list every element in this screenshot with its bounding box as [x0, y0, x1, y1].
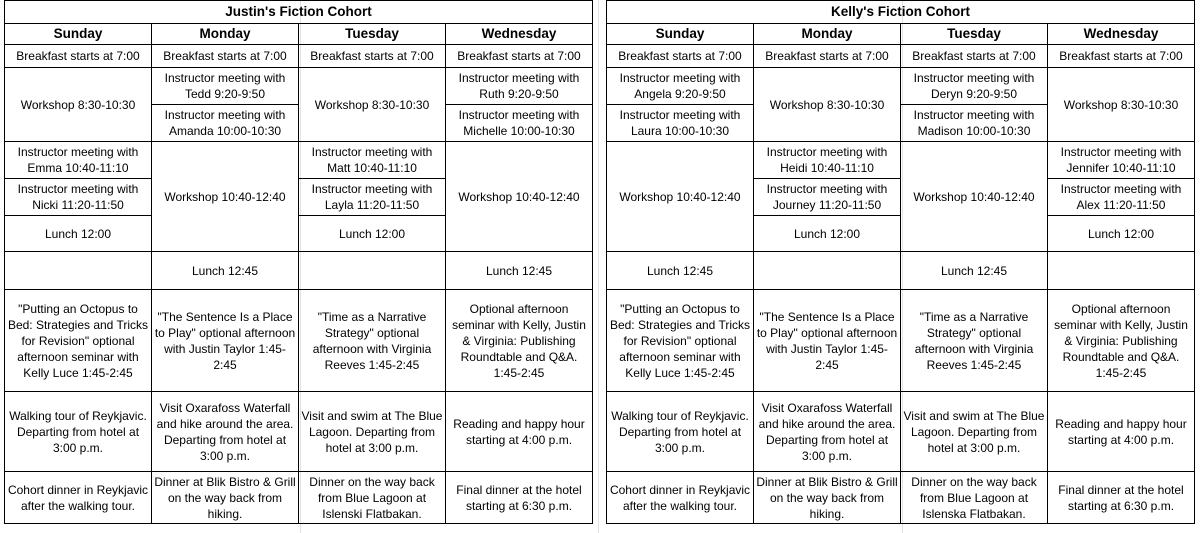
instructor-meeting-cell[interactable]: Instructor meeting with Ruth 9:20-9:50	[446, 68, 593, 105]
activity-cell[interactable]: Reading and happy hour starting at 4:00 p.m.	[446, 392, 593, 472]
activity-cell[interactable]: Reading and happy hour starting at 4:00 p.m.	[1048, 392, 1195, 472]
activity-cell[interactable]: Visit Oxarafoss Waterfall and hike around the area. Departing from hotel at 3:00 p.m.	[754, 392, 901, 472]
instructor-meeting-cell[interactable]: Instructor meeting with Jennifer 10:40-11:10	[1048, 142, 1195, 179]
instructor-meeting-cell[interactable]: Instructor meeting with Madison 10:00-10:30	[901, 105, 1048, 142]
seminar-cell[interactable]: Optional afternoon seminar with Kelly, Justin & Virginia: Publishing Roundtable and Q&A. 1:45-2:45	[1048, 290, 1195, 392]
lunch-cell[interactable]: Lunch 12:00	[1048, 216, 1195, 252]
lunch-cell[interactable]: Lunch 12:00	[5, 216, 152, 252]
lunch-cell[interactable]: Lunch 12:00	[299, 216, 446, 252]
dinner-cell[interactable]: Dinner on the way back from Blue Lagoon at Islenska Flatbakan.	[901, 472, 1048, 524]
day-header-monday[interactable]: Monday	[152, 24, 299, 45]
workshop-cell[interactable]: Workshop 10:40-12:40	[901, 142, 1048, 252]
day-header-sunday[interactable]: Sunday	[607, 24, 754, 45]
breakfast-cell[interactable]: Breakfast starts at 7:00	[299, 45, 446, 68]
instructor-meeting-cell[interactable]: Instructor meeting with Angela 9:20-9:50	[607, 68, 754, 105]
day-header-wednesday[interactable]: Wednesday	[446, 24, 593, 45]
empty-cell[interactable]	[754, 252, 901, 290]
day-header-tuesday[interactable]: Tuesday	[299, 24, 446, 45]
cohort-title[interactable]: Kelly's Fiction Cohort	[607, 1, 1195, 24]
activity-cell[interactable]: Visit Oxarafoss Waterfall and hike around the area. Departing from hotel at 3:00 p.m.	[152, 392, 299, 472]
breakfast-cell[interactable]: Breakfast starts at 7:00	[152, 45, 299, 68]
seminar-cell[interactable]: "Putting an Octopus to Bed: Strategies and Tricks for Revision" optional afternoon seminar with Kelly Luce 1:45-2:45	[607, 290, 754, 392]
dinner-cell[interactable]: Dinner on the way back from Blue Lagoon at Islenski Flatbakan.	[299, 472, 446, 524]
activity-cell[interactable]: Visit and swim at The Blue Lagoon. Departing from hotel at 3:00 p.m.	[901, 392, 1048, 472]
empty-cell[interactable]	[5, 252, 152, 290]
workshop-cell[interactable]: Workshop 8:30-10:30	[754, 68, 901, 142]
seminar-cell[interactable]: Optional afternoon seminar with Kelly, Justin & Virginia: Publishing Roundtable and Q&A. 1:45-2:45	[446, 290, 593, 392]
workshop-cell[interactable]: Workshop 8:30-10:30	[299, 68, 446, 142]
instructor-meeting-cell[interactable]: Instructor meeting with Layla 11:20-11:50	[299, 179, 446, 216]
lunch-cell[interactable]: Lunch 12:45	[901, 252, 1048, 290]
dinner-cell[interactable]: Cohort dinner in Reykjavic after the walking tour.	[607, 472, 754, 524]
lunch-cell[interactable]: Lunch 12:45	[607, 252, 754, 290]
breakfast-cell[interactable]: Breakfast starts at 7:00	[754, 45, 901, 68]
dinner-cell[interactable]: Dinner at Blik Bistro & Grill on the way back from hiking.	[152, 472, 299, 524]
breakfast-cell[interactable]: Breakfast starts at 7:00	[1048, 45, 1195, 68]
seminar-cell[interactable]: "Putting an Octopus to Bed: Strategies and Tricks for Revision" optional afternoon seminar with Kelly Luce 1:45-2:45	[5, 290, 152, 392]
lunch-cell[interactable]: Lunch 12:45	[152, 252, 299, 290]
instructor-meeting-cell[interactable]: Instructor meeting with Tedd 9:20-9:50	[152, 68, 299, 105]
day-header-sunday[interactable]: Sunday	[5, 24, 152, 45]
activity-cell[interactable]: Visit and swim at The Blue Lagoon. Departing from hotel at 3:00 p.m.	[299, 392, 446, 472]
dinner-cell[interactable]: Final dinner at the hotel starting at 6:30 p.m.	[1048, 472, 1195, 524]
breakfast-cell[interactable]: Breakfast starts at 7:00	[901, 45, 1048, 68]
workshop-cell[interactable]: Workshop 10:40-12:40	[607, 142, 754, 252]
instructor-meeting-cell[interactable]: Instructor meeting with Laura 10:00-10:30	[607, 105, 754, 142]
seminar-cell[interactable]: "The Sentence Is a Place to Play" optional afternoon with Justin Taylor 1:45-2:45	[152, 290, 299, 392]
dinner-cell[interactable]: Final dinner at the hotel starting at 6:30 p.m.	[446, 472, 593, 524]
lunch-cell[interactable]: Lunch 12:45	[446, 252, 593, 290]
workshop-cell[interactable]: Workshop 8:30-10:30	[5, 68, 152, 142]
workshop-cell[interactable]: Workshop 10:40-12:40	[152, 142, 299, 252]
instructor-meeting-cell[interactable]: Instructor meeting with Heidi 10:40-11:10	[754, 142, 901, 179]
instructor-meeting-cell[interactable]: Instructor meeting with Nicki 11:20-11:50	[5, 179, 152, 216]
seminar-cell[interactable]: "Time as a Narrative Strategy" optional afternoon with Virginia Reeves 1:45-2:45	[901, 290, 1048, 392]
empty-cell[interactable]	[1048, 252, 1195, 290]
instructor-meeting-cell[interactable]: Instructor meeting with Matt 10:40-11:10	[299, 142, 446, 179]
instructor-meeting-cell[interactable]: Instructor meeting with Journey 11:20-11:50	[754, 179, 901, 216]
day-header-tuesday[interactable]: Tuesday	[901, 24, 1048, 45]
seminar-cell[interactable]: "Time as a Narrative Strategy" optional afternoon with Virginia Reeves 1:45-2:45	[299, 290, 446, 392]
day-header-monday[interactable]: Monday	[754, 24, 901, 45]
schedule-table	[4, 0, 593, 524]
kelly-cohort-schedule	[606, 0, 1195, 524]
breakfast-cell[interactable]: Breakfast starts at 7:00	[446, 45, 593, 68]
activity-cell[interactable]: Walking tour of Reykjavic. Departing from hotel at 3:00 p.m.	[607, 392, 754, 472]
schedule-table	[606, 0, 1195, 524]
dinner-cell[interactable]: Dinner at Blik Bistro & Grill on the way back from hiking.	[754, 472, 901, 524]
instructor-meeting-cell[interactable]: Instructor meeting with Alex 11:20-11:50	[1048, 179, 1195, 216]
sheet-gridline	[598, 0, 599, 533]
day-header-wednesday[interactable]: Wednesday	[1048, 24, 1195, 45]
workshop-cell[interactable]: Workshop 8:30-10:30	[1048, 68, 1195, 142]
breakfast-cell[interactable]: Breakfast starts at 7:00	[5, 45, 152, 68]
instructor-meeting-cell[interactable]: Instructor meeting with Michelle 10:00-10:30	[446, 105, 593, 142]
activity-cell[interactable]: Walking tour of Reykjavic. Departing from hotel at 3:00 p.m.	[5, 392, 152, 472]
cohort-title[interactable]: Justin's Fiction Cohort	[5, 1, 593, 24]
workshop-cell[interactable]: Workshop 10:40-12:40	[446, 142, 593, 252]
justin-cohort-schedule	[4, 0, 593, 524]
instructor-meeting-cell[interactable]: Instructor meeting with Amanda 10:00-10:30	[152, 105, 299, 142]
dinner-cell[interactable]: Cohort dinner in Reykjavic after the walking tour.	[5, 472, 152, 524]
breakfast-cell[interactable]: Breakfast starts at 7:00	[607, 45, 754, 68]
lunch-cell[interactable]: Lunch 12:00	[754, 216, 901, 252]
seminar-cell[interactable]: "The Sentence Is a Place to Play" optional afternoon with Justin Taylor 1:45-2:45	[754, 290, 901, 392]
empty-cell[interactable]	[299, 252, 446, 290]
instructor-meeting-cell[interactable]: Instructor meeting with Emma 10:40-11:10	[5, 142, 152, 179]
instructor-meeting-cell[interactable]: Instructor meeting with Deryn 9:20-9:50	[901, 68, 1048, 105]
